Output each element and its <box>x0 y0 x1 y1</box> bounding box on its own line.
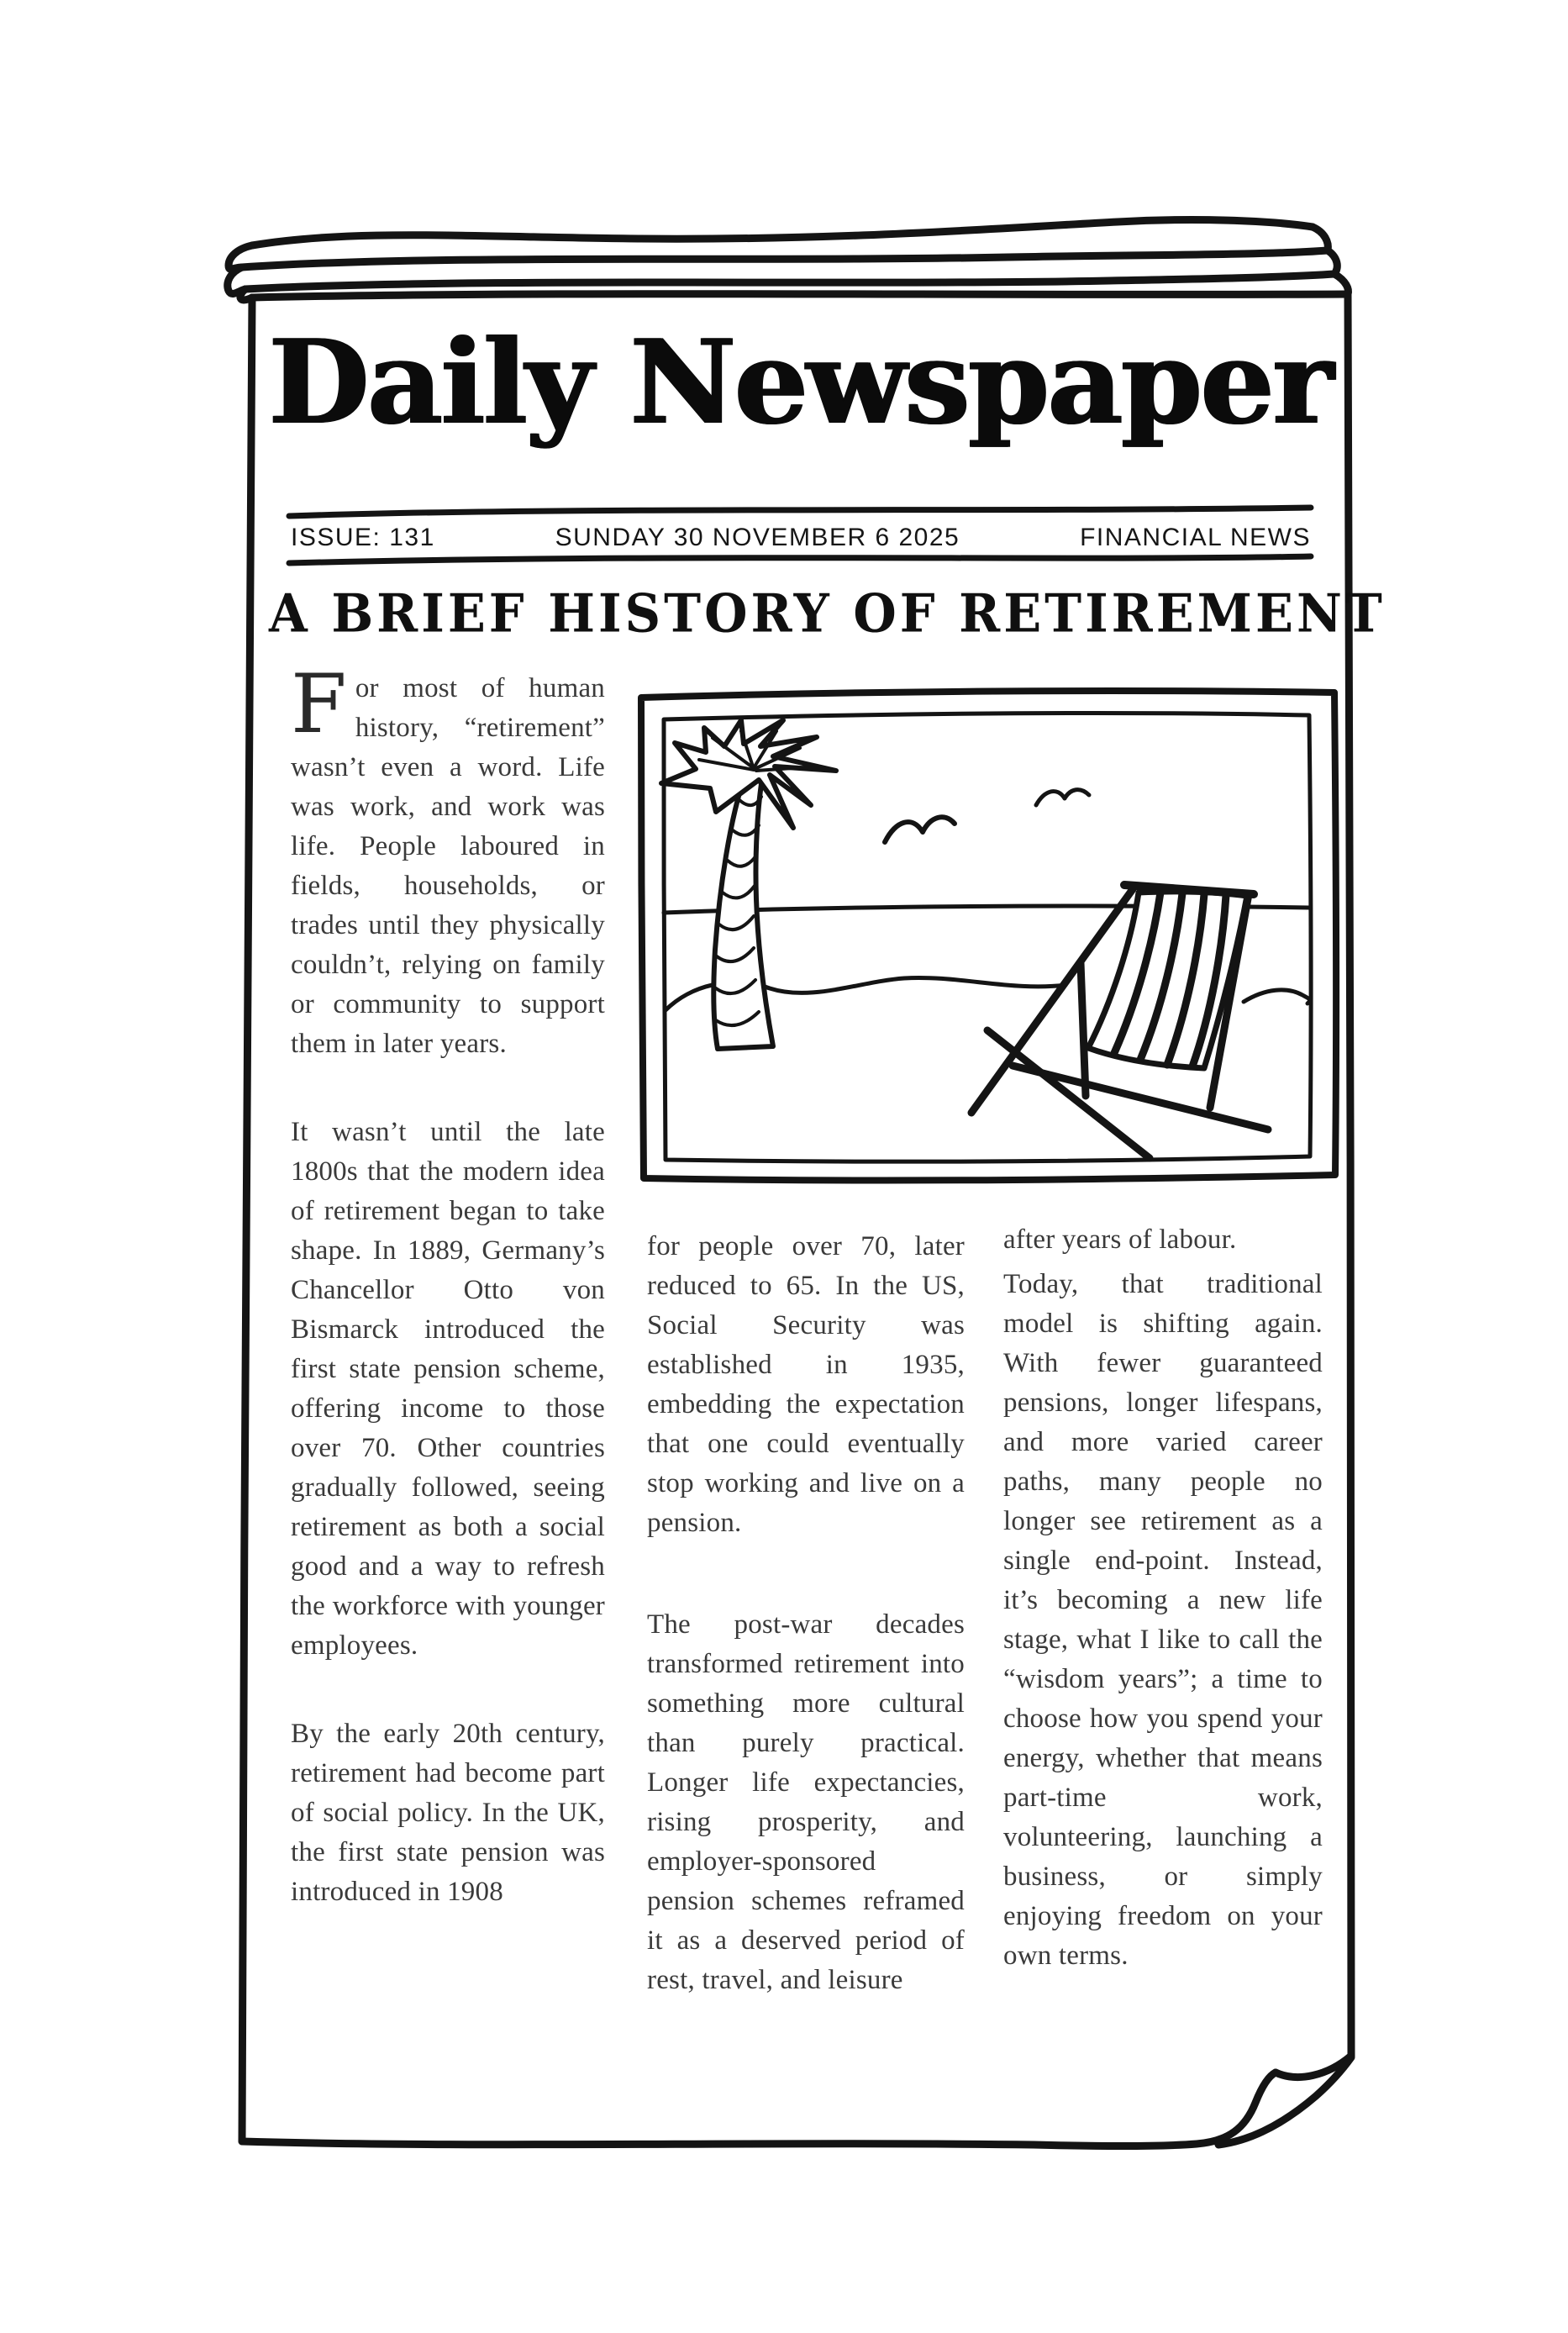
paragraph-text: or most of human history, “retirement” wasn’t even a word. Life was work, and work was life. People laboured in fields, households, or trades until they physically couldn’t, relying on family or community to support them in later years. <box>291 673 605 1059</box>
article-paragraph: for people over 70, later reduced to 65. In the US, Social Security was established in 1935, embedding the expectation that one could eventually stop working and live on a pension. <box>647 1231 965 1538</box>
horizon-line <box>664 906 1309 913</box>
date-line: SUNDAY 30 NOVEMBER 6 2025 <box>555 524 960 551</box>
drop-cap: F <box>291 657 347 751</box>
article-headline: A BRIEF HISTORY OF RETIREMENT <box>269 582 1386 645</box>
article-paragraph <box>291 657 605 1064</box>
issue-number: ISSUE: 131 <box>291 524 435 551</box>
illustration-frame <box>641 691 1336 1181</box>
beach-illustration <box>641 691 1336 1181</box>
article-column-2 <box>647 1227 965 2000</box>
article-paragraph: It wasn’t until the late 1800s that the modern idea of retirement began to take shape. In 1889, Germany’s Chancellor Otto von Bismarck introduced the first state pension scheme, offering income to those over 70. Other countries gradually followed, seeing retirement as both a social good and a way to refresh the workforce with younger employees. <box>291 1117 605 1661</box>
palm-tree-icon <box>661 720 836 1049</box>
article-paragraph: Today, that traditional model is shifting again. With fewer guaranteed pensions, longer lifespans, and more varied career paths, many people no longer see retirement as a single end-point. Instead, it’s becoming a new life stage, what I like to call the “wisdom years”; a time to choose how you spend your energy, whether that means part-time work, volunteering, launching a business, or simply enjoying freedom on your own terms. <box>1003 1269 1323 1971</box>
wave-icon <box>666 977 1310 1010</box>
newspaper-fold-icon <box>228 220 1349 300</box>
masthead-title: Daily Newspaper <box>268 313 1332 450</box>
article-column-3 <box>1003 1220 1323 1976</box>
article-paragraph: The post-war decades transformed retirement into something more cultural than purely practical. Longer life expectancies, rising prosperity, and employer-sponsored pension schemes reframed it as a deserved period of rest, travel, and leisure <box>647 1609 965 1995</box>
deck-chair-icon <box>971 885 1268 1158</box>
article-paragraph: By the early 20th century, retirement had become part of social policy. In the UK, the first state pension was introduced in 1908 <box>291 1719 605 1907</box>
seagull-icon <box>885 790 1089 842</box>
section-label: FINANCIAL NEWS <box>1080 524 1311 551</box>
page-curl-icon <box>1218 2056 1351 2145</box>
article-paragraph: after years of labour. <box>1003 1224 1237 1255</box>
info-bar <box>291 519 1311 556</box>
article-column-1 <box>291 657 605 1912</box>
